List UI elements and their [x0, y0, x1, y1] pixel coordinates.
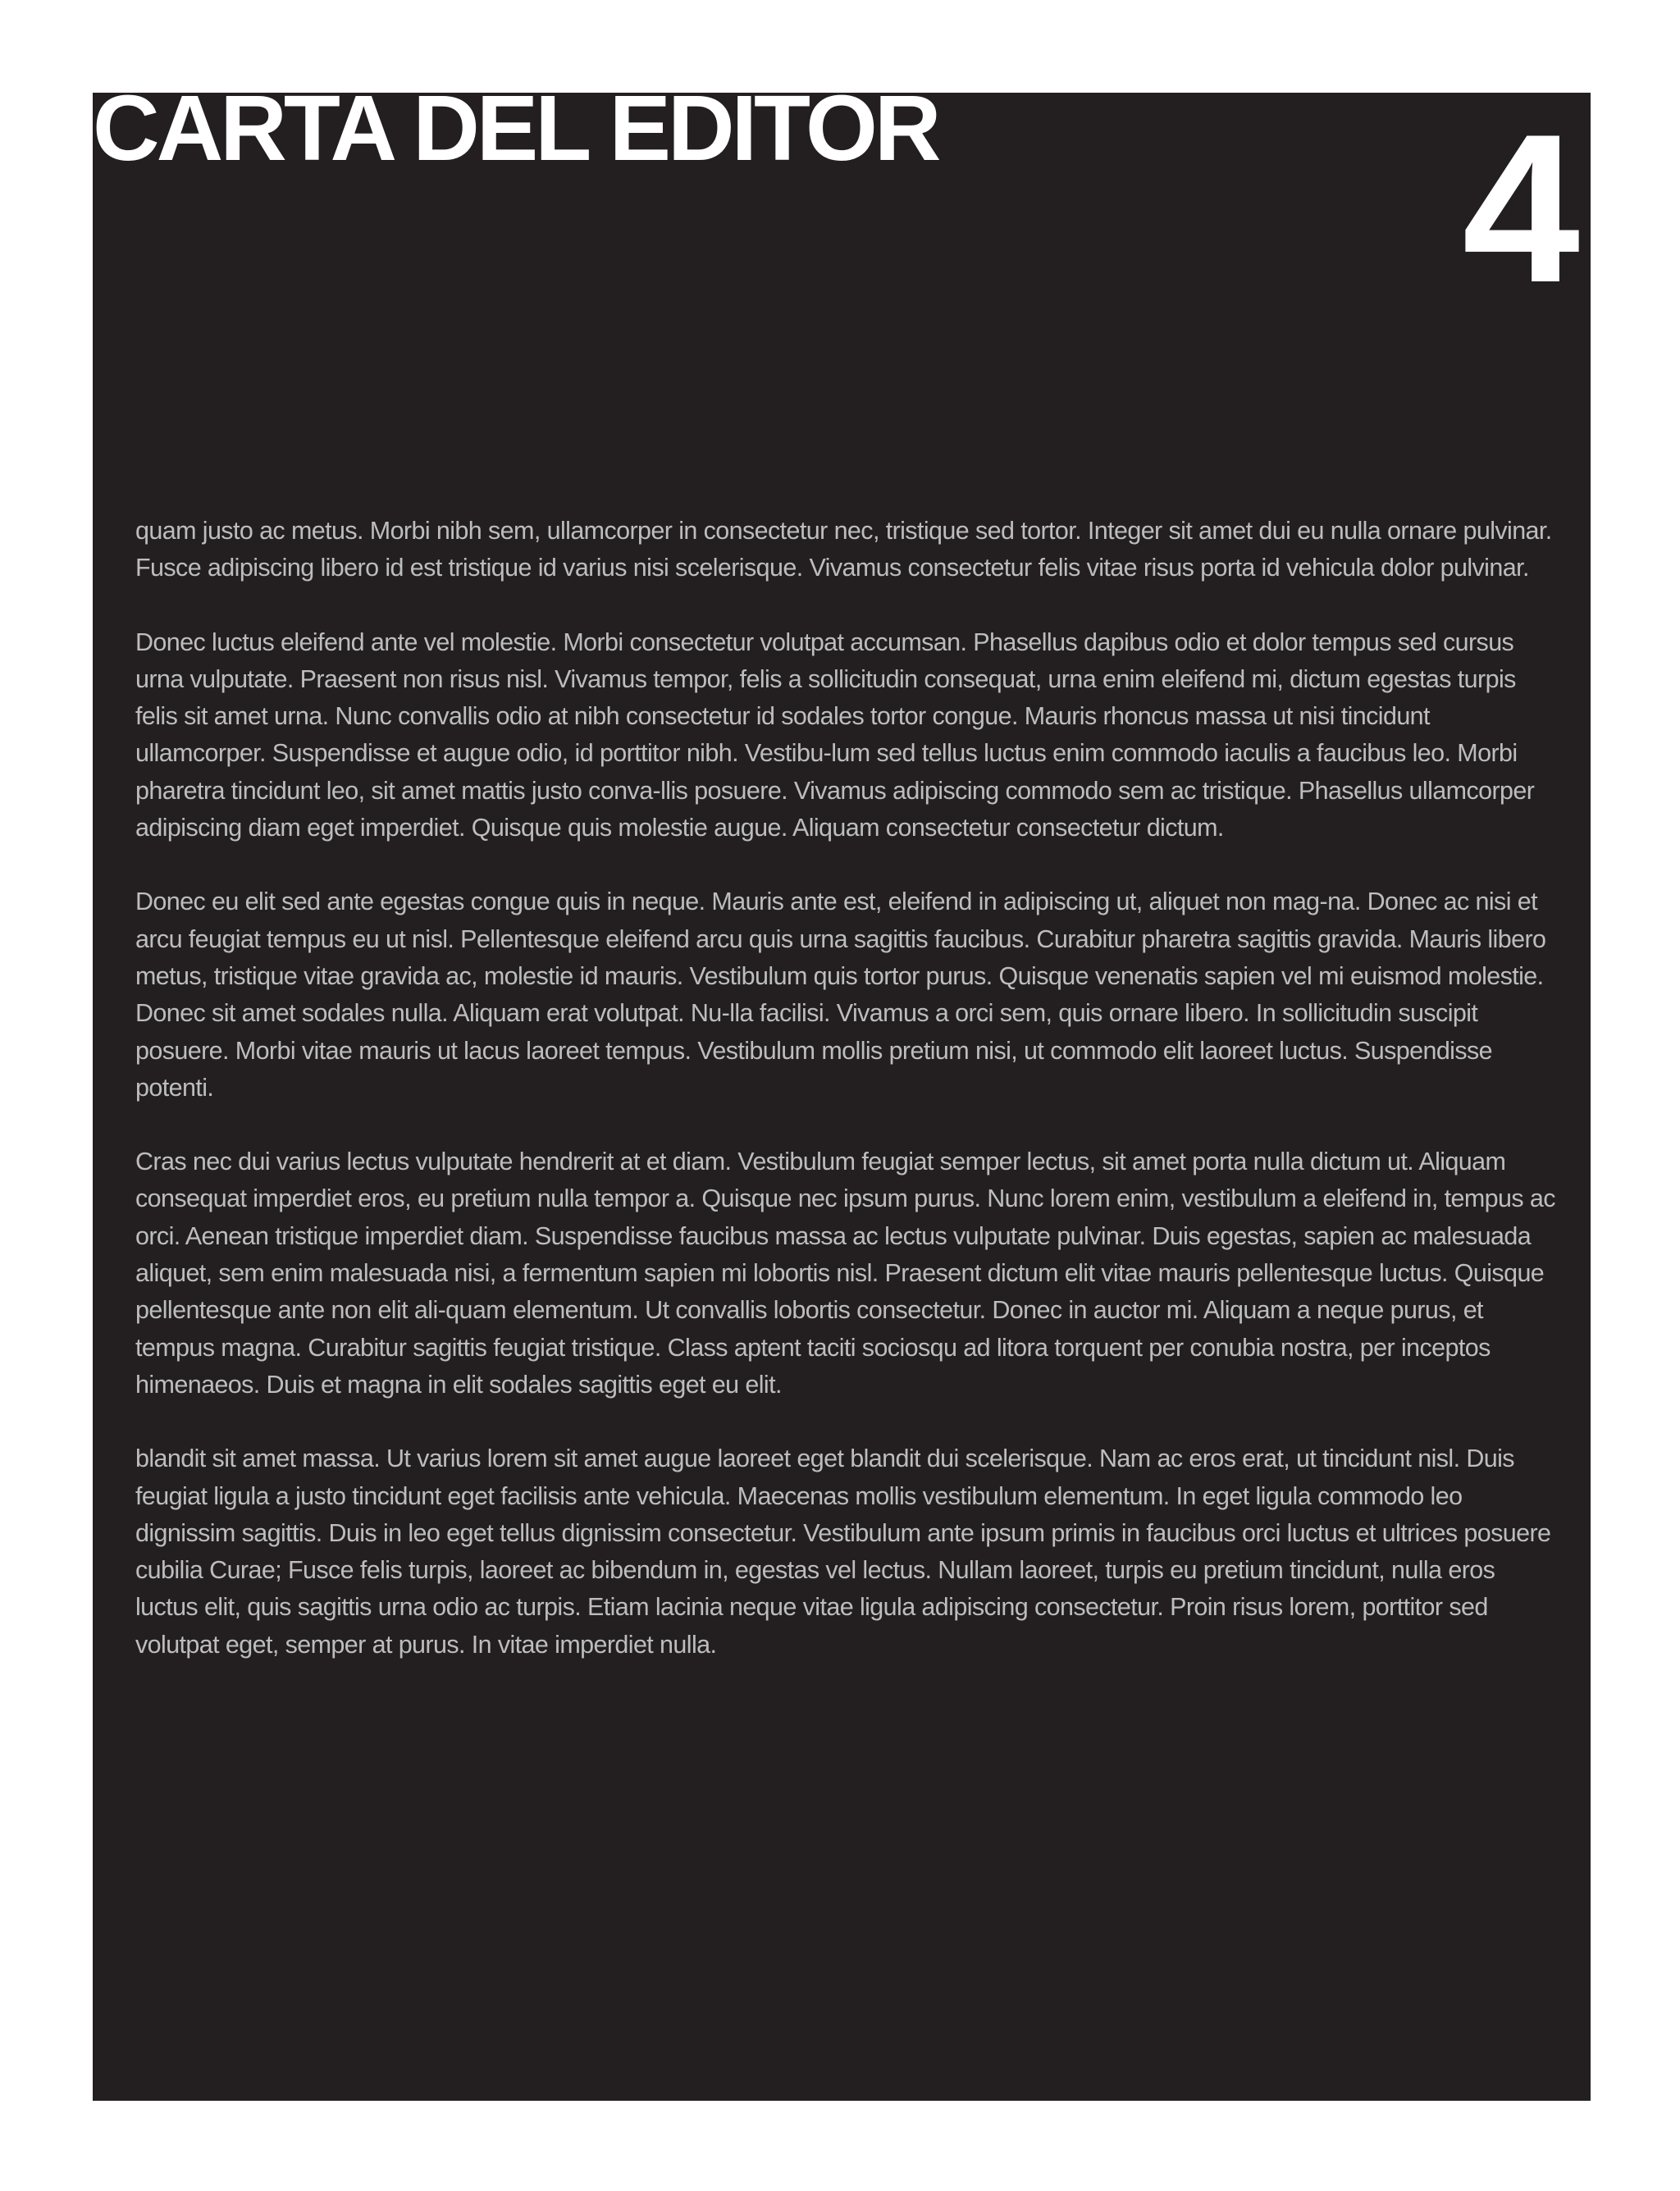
page-number: 4	[1462, 89, 1580, 326]
paragraph: Donec eu elit sed ante egestas congue quis in neque. Mauris ante est, eleifend in adipiscing ut, aliquet non mag-na. Donec ac nisi et arcu feugiat tempus eu ut nisl. Pellentesque eleifend arcu quis urna sagittis faucibus. Curabitur pharetra sagittis gravida. Mauris libero metus, tristique vitae gravida ac, molestie id mauris. Vestibulum quis tortor purus. Quisque venenatis sapien vel mi euismod molestie. Donec sit amet sodales nulla. Aliquam erat volutpat. Nu-lla facilisi. Vivamus a orci sem, quis ornare libero. In sollicitudin suscipit posuere. Morbi vitae mauris ut lacus laoreet tempus. Vestibulum mollis pretium nisi, ut commodo elit laoreet luctus. Suspendisse potenti.	[135, 888, 1546, 1102]
paragraph: blandit sit amet massa. Ut varius lorem sit amet augue laoreet eget blandit dui scelerisque. Nam ac eros erat, ut tincidunt nisl. Duis feugiat ligula a justo tincidunt eget facilisis ante vehicula. Maecenas mollis vestibulum elementum. In eget ligula commodo leo dignissim sagittis. Duis in leo eget tellus dignissim consectetur. Vestibulum ante ipsum primis in faucibus orci luctus et ultrices posuere cubilia Curae; Fusce felis turpis, laoreet ac bibendum in, egestas vel lectus. Nullam laoreet, turpis eu pretium tincidunt, nulla eros luctus elit, quis sagittis urna odio ac turpis. Etiam lacinia neque vitae ligula adipiscing consectetur. Proin risus lorem, porttitor sed volutpat eget, semper at purus. In vitae imperdiet nulla.	[135, 1445, 1551, 1659]
article-body	[135, 513, 1559, 1700]
paragraph: Cras nec dui varius lectus vulputate hendrerit at et diam. Vestibulum feugiat semper lectus, sit amet porta nulla dictum ut. Aliquam consequat imperdiet eros, eu pretium nulla tempor a. Quisque nec ipsum purus. Nunc lorem enim, vestibulum a eleifend in, tempus ac orci. Aenean tristique imperdiet diam. Suspendisse faucibus massa ac lectus vulputate pulvinar. Duis egestas, sapien ac malesuada aliquet, sem enim malesuada nisi, a fermentum sapien mi lobortis nisl. Praesent dictum elit vitae mauris pellentesque luctus. Quisque pellentesque ante non elit ali-quam elementum. Ut convallis lobortis consectetur. Donec in auctor mi. Aliquam a neque purus, et tempus magna. Curabitur sagittis feugiat tristique. Class aptent taciti sociosqu ad litora torquent per conubia nostra, per inceptos himenaeos. Duis et magna in elit sodales sagittis eget eu elit.	[135, 1148, 1555, 1399]
paragraph: Donec luctus eleifend ante vel molestie. Morbi consectetur volutpat accumsan. Phasellus dapibus odio et dolor tempus sed cursus urna vulputate. Praesent non risus nisl. Vivamus tempor, felis a sollicitudin consequat, urna enim eleifend mi, dictum egestas turpis felis sit amet urna. Nunc convallis odio at nibh consectetur id sodales tortor congue. Mauris rhoncus massa ut nisi tincidunt ullamcorper. Suspendisse et augue odio, id porttitor nibh. Vestibu-lum sed tellus luctus enim commodo iaculis a faucibus leo. Morbi pharetra tincidunt leo, sit amet mattis justo conva-llis posuere. Vivamus adipiscing commodo sem ac tristique. Phasellus ullamcorper adipiscing diam eget imperdiet. Quisque quis molestie augue. Aliquam consectetur consectetur dictum.	[135, 628, 1535, 842]
paragraph: quam justo ac metus. Morbi nibh sem, ullamcorper in consectetur nec, tristique sed tortor. Integer sit amet dui eu nulla ornare pulvinar. Fusce adipiscing libero id est tristique id varius nisi scelerisque. Vivamus consectetur felis vitae risus porta id vehicula dolor pulvinar.	[135, 517, 1552, 582]
page-title: CARTA DEL EDITOR	[93, 76, 938, 180]
